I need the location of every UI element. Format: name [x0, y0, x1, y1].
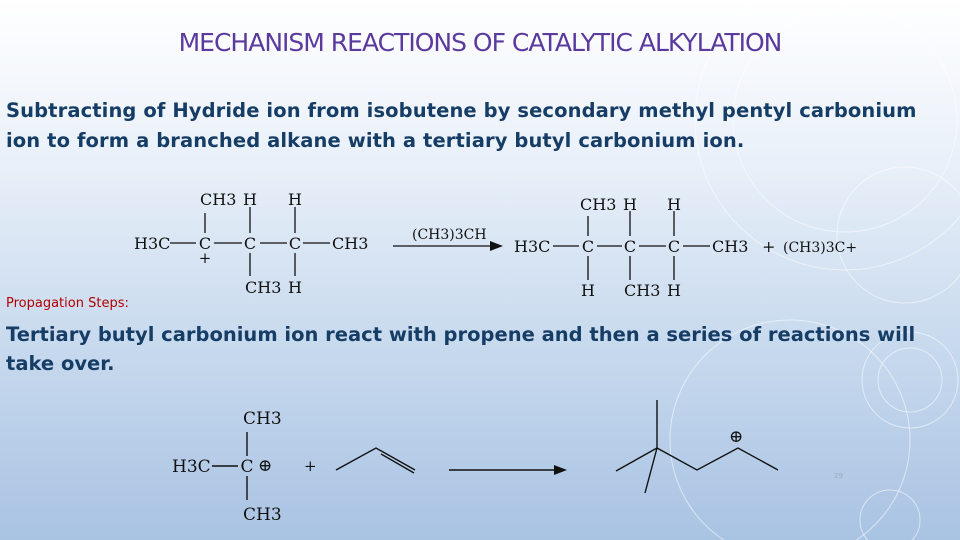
reagent-label: (CH3)3CH — [412, 227, 487, 243]
reaction-1-plus: + — [762, 237, 776, 256]
product-top-label-1: CH3 — [580, 195, 617, 214]
intro-paragraph: Subtracting of Hydride ion from isobutene by secondary methyl pentyl carbonium ion to form a branched alkane with a tertiary butyl carbonium ion. — [6, 99, 917, 152]
reactant-chain-2: C — [198, 234, 212, 253]
reactant-top-label-3: H — [288, 190, 302, 209]
product-chain-4: C — [667, 237, 681, 256]
reactant-chain-3: C — [243, 234, 257, 253]
propagation-heading: Propagation Steps: — [6, 296, 129, 311]
cation-charge: ⊕ — [258, 456, 273, 476]
cation-top-label: CH3 — [243, 409, 282, 429]
reactant-chain-5: CH3 — [332, 234, 369, 253]
reactant-bottom-label-2: H — [288, 278, 302, 297]
product-charge-icon: ⊕ — [729, 427, 744, 447]
product-bottom-label-1: H — [581, 281, 595, 300]
product-top-label-2: H — [623, 195, 637, 214]
cation-center-label: C — [240, 457, 254, 477]
reactant-chain-1: H3C — [134, 234, 171, 253]
slide-title: MECHANISM REACTIONS OF CATALYTIC ALKYLATION — [178, 28, 782, 57]
reactant-chain-4: C — [288, 234, 302, 253]
propagation-paragraph: Tertiary butyl carbonium ion react with propene and then a series of reactions will take over. — [6, 323, 916, 375]
reactant-top-label-1: CH3 — [200, 190, 237, 209]
product-chain-2: C — [581, 237, 595, 256]
reactant-top-label-2: H — [243, 190, 257, 209]
page-number: 29 — [834, 472, 843, 480]
product-chain-1: H3C — [514, 237, 551, 256]
reactant-bottom-label-1: CH3 — [245, 278, 282, 297]
cation-bottom-label: CH3 — [243, 505, 282, 525]
product-chain-5: CH3 — [712, 237, 749, 256]
reaction-2-arrow-head — [554, 465, 567, 475]
product-bottom-label-2: CH3 — [624, 281, 661, 300]
reactant-charge: + — [198, 249, 212, 267]
product-bottom-label-3: H — [667, 281, 681, 300]
reaction-2-plus: + — [304, 457, 317, 475]
cation-left-label: H3C — [172, 457, 211, 477]
product-top-label-3: H — [667, 195, 681, 214]
byproduct-label: (CH3)3C+ — [783, 240, 858, 256]
product-chain-3: C — [623, 237, 637, 256]
